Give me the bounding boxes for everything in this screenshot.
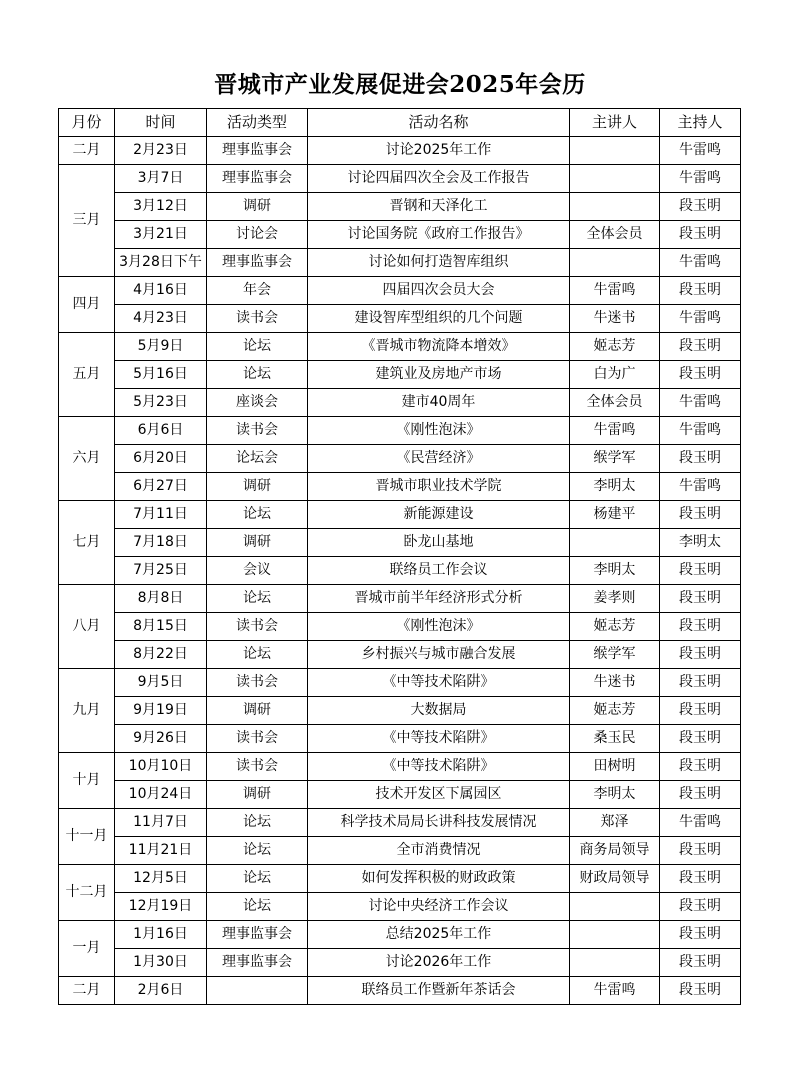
- cell-activity-name: 新能源建设: [308, 501, 570, 529]
- cell-speaker: [570, 921, 660, 949]
- cell-activity-type: 会议: [207, 557, 308, 585]
- cell-activity-type: 调研: [207, 697, 308, 725]
- cell-month: 十二月: [59, 865, 115, 921]
- cell-activity-type: 论坛会: [207, 445, 308, 473]
- cell-host: 段玉明: [660, 501, 741, 529]
- cell-activity-name: 总结2025年工作: [308, 921, 570, 949]
- cell-host: 段玉明: [660, 221, 741, 249]
- table-row: [59, 837, 741, 865]
- cell-activity-type: 读书会: [207, 305, 308, 333]
- cell-date: 8月15日: [115, 613, 207, 641]
- cell-activity-type: 读书会: [207, 753, 308, 781]
- cell-month: 三月: [59, 165, 115, 277]
- table-row: [59, 529, 741, 557]
- cell-date: 10月24日: [115, 781, 207, 809]
- table-row: [59, 501, 741, 529]
- header-time: 时间: [115, 109, 207, 137]
- cell-activity-name: 晋钢和天泽化工: [308, 193, 570, 221]
- cell-activity-name: 讨论如何打造智库组织: [308, 249, 570, 277]
- cell-host: 段玉明: [660, 669, 741, 697]
- cell-activity-name: 《中等技术陷阱》: [308, 725, 570, 753]
- cell-speaker: 牛雷鸣: [570, 277, 660, 305]
- cell-speaker: 姬志芳: [570, 613, 660, 641]
- cell-date: 12月5日: [115, 865, 207, 893]
- cell-month: 四月: [59, 277, 115, 333]
- cell-activity-name: 乡村振兴与城市融合发展: [308, 641, 570, 669]
- cell-date: 5月9日: [115, 333, 207, 361]
- cell-activity-name: 大数据局: [308, 697, 570, 725]
- cell-date: 4月16日: [115, 277, 207, 305]
- table-row: [59, 137, 741, 165]
- cell-activity-name: 联络员工作会议: [308, 557, 570, 585]
- cell-date: 10月10日: [115, 753, 207, 781]
- cell-speaker: [570, 949, 660, 977]
- cell-activity-type: 论坛: [207, 641, 308, 669]
- header-host: 主持人: [660, 109, 741, 137]
- cell-month: 十一月: [59, 809, 115, 865]
- cell-activity-name: 《刚性泡沫》: [308, 613, 570, 641]
- cell-activity-type: 调研: [207, 781, 308, 809]
- cell-activity-type: 读书会: [207, 669, 308, 697]
- cell-date: 3月28日下午: [115, 249, 207, 277]
- table-row: [59, 865, 741, 893]
- cell-activity-name: 建设智库型组织的几个问题: [308, 305, 570, 333]
- cell-date: 8月22日: [115, 641, 207, 669]
- cell-activity-name: 《晋城市物流降本增效》: [308, 333, 570, 361]
- table-row: [59, 361, 741, 389]
- cell-activity-name: 《刚性泡沫》: [308, 417, 570, 445]
- cell-host: 段玉明: [660, 585, 741, 613]
- cell-host: 牛雷鸣: [660, 417, 741, 445]
- cell-activity-name: 四届四次会员大会: [308, 277, 570, 305]
- table-row: [59, 725, 741, 753]
- cell-host: 段玉明: [660, 697, 741, 725]
- table-row: [59, 417, 741, 445]
- cell-activity-type: 论坛: [207, 893, 308, 921]
- cell-date: 9月5日: [115, 669, 207, 697]
- cell-speaker: 姬志芳: [570, 697, 660, 725]
- table-row: [59, 193, 741, 221]
- cell-host: 牛雷鸣: [660, 473, 741, 501]
- header-activity-name: 活动名称: [308, 109, 570, 137]
- table-row: [59, 753, 741, 781]
- cell-activity-name: 建市40周年: [308, 389, 570, 417]
- table-row: [59, 669, 741, 697]
- cell-speaker: 商务局领导: [570, 837, 660, 865]
- table-row: [59, 473, 741, 501]
- cell-activity-name: 《中等技术陷阱》: [308, 753, 570, 781]
- table-row: [59, 809, 741, 837]
- cell-date: 12月19日: [115, 893, 207, 921]
- cell-month: 二月: [59, 977, 115, 1005]
- table-row: [59, 977, 741, 1005]
- cell-date: 3月21日: [115, 221, 207, 249]
- cell-activity-type: 座谈会: [207, 389, 308, 417]
- cell-date: 4月23日: [115, 305, 207, 333]
- table-row: [59, 949, 741, 977]
- cell-date: 7月25日: [115, 557, 207, 585]
- cell-host: 段玉明: [660, 277, 741, 305]
- table-row: [59, 613, 741, 641]
- cell-date: 11月21日: [115, 837, 207, 865]
- cell-host: 段玉明: [660, 977, 741, 1005]
- cell-speaker: 杨建平: [570, 501, 660, 529]
- cell-host: 牛雷鸣: [660, 809, 741, 837]
- cell-activity-type: 论坛: [207, 865, 308, 893]
- table-row: [59, 221, 741, 249]
- cell-activity-name: 晋城市前半年经济形式分析: [308, 585, 570, 613]
- cell-speaker: [570, 249, 660, 277]
- cell-date: 9月26日: [115, 725, 207, 753]
- cell-host: 段玉明: [660, 641, 741, 669]
- cell-speaker: 姜孝则: [570, 585, 660, 613]
- cell-date: 6月6日: [115, 417, 207, 445]
- cell-speaker: 郑泽: [570, 809, 660, 837]
- cell-activity-type: 论坛: [207, 585, 308, 613]
- cell-activity-type: 调研: [207, 529, 308, 557]
- cell-speaker: 李明太: [570, 781, 660, 809]
- cell-month: 九月: [59, 669, 115, 753]
- cell-activity-name: 科学技术局局长讲科技发展情况: [308, 809, 570, 837]
- cell-activity-name: 《中等技术陷阱》: [308, 669, 570, 697]
- cell-month: 八月: [59, 585, 115, 669]
- cell-activity-name: 技术开发区下属园区: [308, 781, 570, 809]
- cell-month: 七月: [59, 501, 115, 585]
- cell-host: 段玉明: [660, 333, 741, 361]
- cell-speaker: [570, 137, 660, 165]
- cell-month: 六月: [59, 417, 115, 501]
- cell-speaker: [570, 529, 660, 557]
- cell-activity-type: 读书会: [207, 417, 308, 445]
- cell-host: 段玉明: [660, 753, 741, 781]
- cell-speaker: 田树明: [570, 753, 660, 781]
- cell-date: 1月30日: [115, 949, 207, 977]
- cell-activity-type: 论坛: [207, 501, 308, 529]
- cell-host: 牛雷鸣: [660, 305, 741, 333]
- cell-activity-type: [207, 977, 308, 1005]
- table-row: [59, 165, 741, 193]
- cell-date: 5月16日: [115, 361, 207, 389]
- table-row: [59, 249, 741, 277]
- cell-activity-name: 卧龙山基地: [308, 529, 570, 557]
- cell-activity-type: 论坛: [207, 809, 308, 837]
- table-row: [59, 277, 741, 305]
- cell-activity-name: 建筑业及房地产市场: [308, 361, 570, 389]
- cell-date: 3月7日: [115, 165, 207, 193]
- cell-date: 7月18日: [115, 529, 207, 557]
- cell-speaker: 全体会员: [570, 221, 660, 249]
- table-row: [59, 333, 741, 361]
- cell-activity-name: 全市消费情况: [308, 837, 570, 865]
- cell-speaker: [570, 193, 660, 221]
- cell-month: 十月: [59, 753, 115, 809]
- cell-activity-type: 读书会: [207, 613, 308, 641]
- cell-date: 3月12日: [115, 193, 207, 221]
- cell-activity-type: 调研: [207, 193, 308, 221]
- cell-host: 李明太: [660, 529, 741, 557]
- cell-activity-type: 调研: [207, 473, 308, 501]
- table-row: [59, 641, 741, 669]
- cell-month: 二月: [59, 137, 115, 165]
- cell-activity-name: 如何发挥积极的财政政策: [308, 865, 570, 893]
- cell-host: 段玉明: [660, 193, 741, 221]
- cell-activity-type: 论坛: [207, 837, 308, 865]
- cell-activity-type: 理事监事会: [207, 165, 308, 193]
- cell-host: 段玉明: [660, 613, 741, 641]
- cell-date: 1月16日: [115, 921, 207, 949]
- cell-speaker: 全体会员: [570, 389, 660, 417]
- cell-activity-name: 联络员工作暨新年茶话会: [308, 977, 570, 1005]
- cell-month: 五月: [59, 333, 115, 417]
- table-row: [59, 445, 741, 473]
- page-title: 晋城市产业发展促进会2025年会历: [214, 71, 586, 98]
- cell-activity-type: 年会: [207, 277, 308, 305]
- cell-date: 8月8日: [115, 585, 207, 613]
- cell-activity-type: 理事监事会: [207, 949, 308, 977]
- cell-date: 6月20日: [115, 445, 207, 473]
- cell-host: 段玉明: [660, 557, 741, 585]
- cell-activity-name: 讨论中央经济工作会议: [308, 893, 570, 921]
- cell-host: 段玉明: [660, 725, 741, 753]
- header-row: [59, 109, 741, 137]
- cell-speaker: 牛迷书: [570, 305, 660, 333]
- cell-host: 段玉明: [660, 781, 741, 809]
- cell-speaker: 缑学军: [570, 445, 660, 473]
- cell-speaker: 姬志芳: [570, 333, 660, 361]
- cell-activity-name: 《民营经济》: [308, 445, 570, 473]
- cell-speaker: 李明太: [570, 473, 660, 501]
- cell-activity-name: 晋城市职业技术学院: [308, 473, 570, 501]
- cell-date: 2月6日: [115, 977, 207, 1005]
- cell-speaker: 缑学军: [570, 641, 660, 669]
- cell-speaker: 白为广: [570, 361, 660, 389]
- cell-speaker: [570, 893, 660, 921]
- cell-activity-type: 论坛: [207, 361, 308, 389]
- cell-date: 5月23日: [115, 389, 207, 417]
- cell-host: 段玉明: [660, 361, 741, 389]
- cell-host: 段玉明: [660, 921, 741, 949]
- cell-speaker: 牛雷鸣: [570, 977, 660, 1005]
- cell-host: 段玉明: [660, 445, 741, 473]
- table-row: [59, 389, 741, 417]
- cell-activity-type: 读书会: [207, 725, 308, 753]
- cell-date: 2月23日: [115, 137, 207, 165]
- cell-speaker: 财政局领导: [570, 865, 660, 893]
- cell-date: 11月7日: [115, 809, 207, 837]
- cell-activity-name: 讨论2026年工作: [308, 949, 570, 977]
- cell-activity-type: 论坛: [207, 333, 308, 361]
- cell-host: 牛雷鸣: [660, 249, 741, 277]
- table-row: [59, 921, 741, 949]
- cell-activity-type: 理事监事会: [207, 137, 308, 165]
- cell-host: 段玉明: [660, 865, 741, 893]
- cell-activity-type: 理事监事会: [207, 249, 308, 277]
- table-row: [59, 893, 741, 921]
- cell-activity-name: 讨论国务院《政府工作报告》: [308, 221, 570, 249]
- table-row: [59, 585, 741, 613]
- table-row: [59, 781, 741, 809]
- cell-date: 9月19日: [115, 697, 207, 725]
- cell-speaker: 李明太: [570, 557, 660, 585]
- cell-host: 段玉明: [660, 893, 741, 921]
- cell-speaker: [570, 165, 660, 193]
- cell-activity-name: 讨论2025年工作: [308, 137, 570, 165]
- cell-month: 一月: [59, 921, 115, 977]
- cell-date: 6月27日: [115, 473, 207, 501]
- cell-host: 牛雷鸣: [660, 389, 741, 417]
- cell-activity-type: 理事监事会: [207, 921, 308, 949]
- cell-host: 牛雷鸣: [660, 165, 741, 193]
- cell-speaker: 牛迷书: [570, 669, 660, 697]
- header-speaker: 主讲人: [570, 109, 660, 137]
- table-row: [59, 557, 741, 585]
- table-row: [59, 305, 741, 333]
- cell-date: 7月11日: [115, 501, 207, 529]
- table-row: [59, 697, 741, 725]
- cell-activity-type: 讨论会: [207, 221, 308, 249]
- cell-host: 段玉明: [660, 949, 741, 977]
- cell-speaker: 桑玉民: [570, 725, 660, 753]
- cell-host: 牛雷鸣: [660, 137, 741, 165]
- calendar-body: [59, 137, 741, 1005]
- calendar-table: [58, 108, 741, 1005]
- header-month: 月份: [59, 109, 115, 137]
- cell-activity-name: 讨论四届四次全会及工作报告: [308, 165, 570, 193]
- cell-host: 段玉明: [660, 837, 741, 865]
- header-activity-type: 活动类型: [207, 109, 308, 137]
- cell-speaker: 牛雷鸣: [570, 417, 660, 445]
